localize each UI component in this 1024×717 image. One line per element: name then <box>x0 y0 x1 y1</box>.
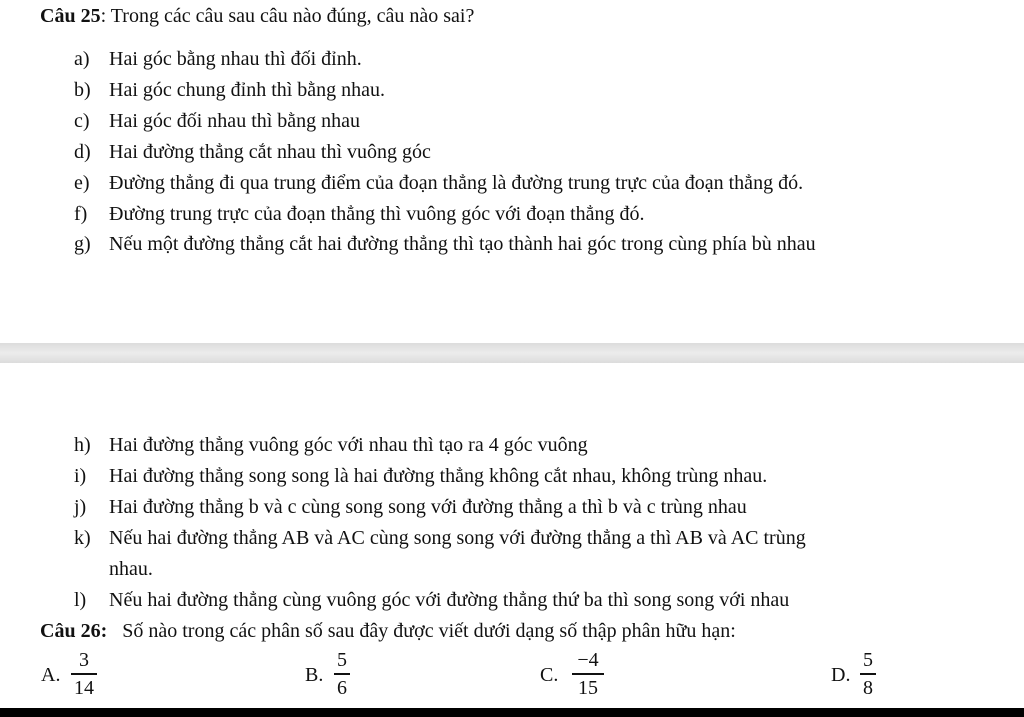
item-label: f) <box>74 203 88 225</box>
q25-number: Câu 25 <box>40 5 101 27</box>
fraction-bar <box>860 673 876 675</box>
q26-prompt: Số nào trong các phân số sau đây được viết dưới dạng số thập phân hữu hạn: <box>122 620 736 642</box>
item-text: Hai đường thẳng b và c cùng song song với đường thẳng a thì b và c trùng nhau <box>109 496 747 518</box>
item-text: Hai đường thẳng cắt nhau thì vuông góc <box>109 141 431 163</box>
option-fraction <box>334 648 350 700</box>
q25-item-c <box>74 110 360 132</box>
option-letter: A. <box>41 664 61 686</box>
fraction-numerator: 5 <box>337 649 347 671</box>
q26-number: Câu 26: <box>40 620 108 642</box>
q25-item-j <box>74 496 747 518</box>
item-label: b) <box>74 79 91 101</box>
item-label: h) <box>74 434 91 456</box>
option-letter: D. <box>831 664 851 686</box>
item-text: Hai đường thẳng song song là hai đường thẳng không cắt nhau, không trùng nhau. <box>109 465 768 487</box>
q25-item-l <box>74 589 789 611</box>
item-label: g) <box>74 233 91 255</box>
item-text: Nếu một đường thẳng cắt hai đường thẳng thì tạo thành hai góc trong cùng phía bù nhau <box>109 233 816 255</box>
item-text: Hai góc bằng nhau thì đối đỉnh. <box>109 48 362 70</box>
item-text: Nếu hai đường thẳng cùng vuông góc với đường thẳng thứ ba thì song song với nhau <box>109 589 790 611</box>
item-label: c) <box>74 110 90 132</box>
item-label: k) <box>74 527 91 549</box>
item-label: l) <box>74 589 87 611</box>
fraction-denominator: 15 <box>578 676 598 699</box>
item-label: d) <box>74 141 91 163</box>
fraction-numerator: 5 <box>863 649 873 671</box>
q25-item-k-continuation: nhau. <box>109 558 153 580</box>
option-fraction <box>572 648 604 700</box>
q25-item-h <box>74 434 588 456</box>
q25-item-a <box>74 48 362 70</box>
item-label: j) <box>74 496 87 518</box>
item-text: Hai góc chung đỉnh thì bằng nhau. <box>109 79 386 101</box>
option-letter: C. <box>540 664 559 686</box>
q25-item-b <box>74 79 385 101</box>
fraction-denominator: 8 <box>863 676 873 699</box>
q25-item-e <box>74 172 803 194</box>
fraction-numerator: 3 <box>79 649 89 671</box>
option-fraction <box>860 648 876 700</box>
q25-item-g <box>74 233 816 255</box>
fraction-bar <box>71 673 97 675</box>
item-text: Hai góc đối nhau thì bằng nhau <box>109 110 361 132</box>
q25-item-k <box>74 527 806 549</box>
q25-title <box>40 5 474 27</box>
option-letter: B. <box>305 664 324 686</box>
item-text: Đường thẳng đi qua trung điểm của đoạn thẳng là đường trung trực của đoạn thẳng đó. <box>109 172 804 194</box>
item-label: e) <box>74 172 90 194</box>
page-separator <box>0 343 1024 363</box>
bottom-edge <box>0 708 1024 717</box>
fraction-denominator: 14 <box>74 676 94 699</box>
item-text: Nếu hai đường thẳng AB và AC cùng song song với đường thẳng a thì AB và AC trùng <box>109 527 806 549</box>
option-fraction <box>71 648 97 700</box>
item-text: Hai đường thẳng vuông góc với nhau thì tạo ra 4 góc vuông <box>109 434 588 456</box>
fraction-numerator: −4 <box>577 649 599 671</box>
fraction-bar <box>572 673 604 675</box>
item-text: Đường trung trực của đoạn thẳng thì vuông góc với đoạn thẳng đó. <box>109 203 645 225</box>
item-label: i) <box>74 465 87 487</box>
q25-item-d <box>74 141 431 163</box>
item-label: a) <box>74 48 90 70</box>
q26-title <box>40 620 736 642</box>
q25-prompt: : Trong các câu sau câu nào đúng, câu nào sai? <box>100 5 475 27</box>
fraction-bar <box>334 673 350 675</box>
q25-item-i <box>74 465 767 487</box>
q25-item-f <box>74 203 645 225</box>
fraction-denominator: 6 <box>337 676 347 699</box>
